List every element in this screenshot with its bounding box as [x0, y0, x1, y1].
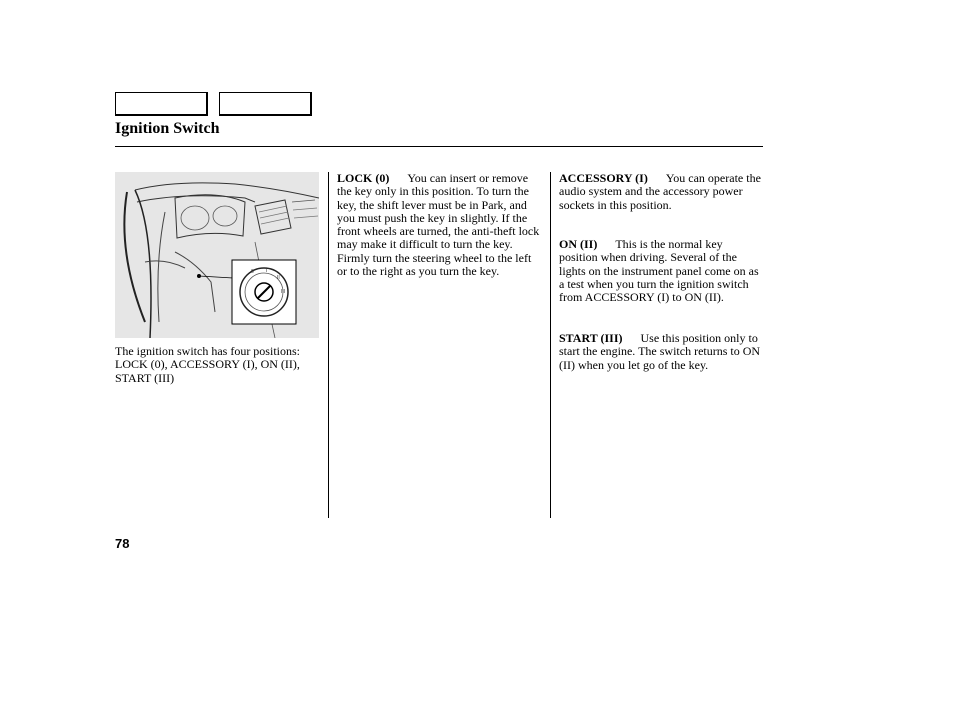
on-text: This is the normal key position when driving. Several of the lights on the instrument panel come on as a test when you turn the ignition switch from ACCESSORY (I) to ON (II).: [559, 237, 759, 305]
on-label: ON (II): [559, 237, 598, 251]
page-number: 78: [115, 536, 130, 551]
start-text: Use this position only to start the engine. The switch returns to ON (II) when you let go of the key.: [559, 331, 761, 372]
title-divider: [115, 146, 763, 147]
lock-text: You can insert or remove the key only in this position. To turn the key, the shift lever must be in Park, and you must push the key in slightly. If the front wheels are turned, the anti-theft lock may make it difficult to turn the key. Firmly turn the steering wheel to the left or to the right as you turn the key.: [337, 171, 540, 279]
nav-tab-2[interactable]: [219, 92, 312, 116]
page-title: Ignition Switch: [115, 120, 220, 137]
on-section: [559, 238, 763, 304]
svg-text:III: III: [281, 289, 286, 295]
svg-text:0: 0: [251, 269, 254, 275]
svg-text:I: I: [266, 268, 268, 274]
lock-label: LOCK (0): [337, 171, 390, 185]
lock-section: [337, 172, 541, 278]
figure-caption: The ignition switch has four positions: LOCK (0), ACCESSORY (I), ON (II), START (III): [115, 344, 300, 385]
accessory-section: [559, 172, 763, 212]
start-label: START (III): [559, 331, 623, 345]
ignition-illustration: [115, 172, 319, 338]
nav-tab-1[interactable]: [115, 92, 208, 116]
accessory-label: ACCESSORY (I): [559, 171, 648, 185]
column-divider-2: [550, 172, 551, 518]
start-section: [559, 332, 763, 372]
dashboard-drawing: [115, 172, 319, 338]
column-divider-1: [328, 172, 329, 518]
accessory-text: You can operate the audio system and the accessory power sockets in this position.: [559, 171, 761, 212]
svg-text:II: II: [277, 275, 280, 281]
